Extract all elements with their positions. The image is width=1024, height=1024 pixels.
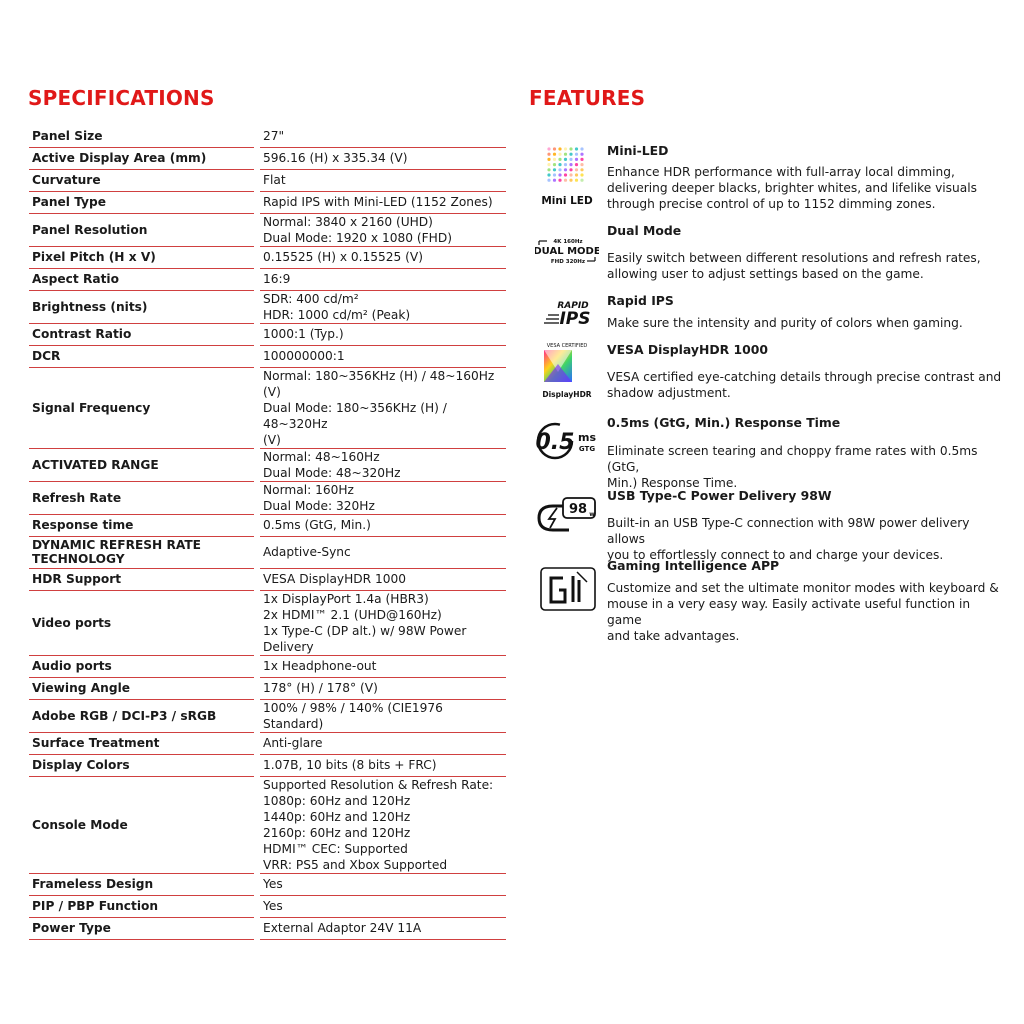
spec-value: Yes bbox=[260, 873, 506, 895]
spec-label: Contrast Ratio bbox=[29, 323, 254, 345]
spec-value: External Adaptor 24V 11A bbox=[260, 917, 506, 939]
spec-label: PIP / PBP Function bbox=[29, 895, 254, 917]
spec-value: Normal: 180~356KHz (H) / 48~160Hz (V) Dual Mode: 180~356KHz (H) / 48~320Hz (V) bbox=[260, 367, 506, 448]
spec-label: Panel Size bbox=[29, 125, 254, 147]
dual-mode-icon bbox=[535, 223, 599, 277]
spec-value: 1000:1 (Typ.) bbox=[260, 323, 506, 345]
spec-row bbox=[29, 323, 506, 345]
spec-label: DCR bbox=[29, 345, 254, 367]
feature-description: VESA certified eye-catching details through precise contrast and shadow adjustment. bbox=[607, 370, 1002, 400]
mini-led-icon-label: Mini LED bbox=[541, 195, 593, 205]
spec-row bbox=[29, 481, 506, 514]
spec-row bbox=[29, 345, 506, 367]
spec-label: DYNAMIC REFRESH RATE TECHNOLOGY bbox=[29, 536, 254, 568]
vesa-displayhdr-icon bbox=[535, 342, 599, 399]
spec-label: Frameless Design bbox=[29, 873, 254, 895]
spec-value: 596.16 (H) x 335.34 (V) bbox=[260, 147, 506, 169]
svg-text:0.5: 0.5 bbox=[535, 430, 575, 455]
spec-label: Pixel Pitch (H x V) bbox=[29, 246, 254, 268]
spec-row bbox=[29, 699, 506, 732]
spec-row bbox=[29, 367, 506, 448]
spec-label: HDR Support bbox=[29, 568, 254, 590]
mini-led-icon bbox=[535, 143, 599, 205]
spec-row bbox=[29, 448, 506, 481]
spec-row bbox=[29, 732, 506, 754]
spec-row bbox=[29, 268, 506, 290]
spec-value: Normal: 160Hz Dual Mode: 320Hz bbox=[260, 481, 506, 514]
spec-row bbox=[29, 590, 506, 655]
spec-label: Panel Type bbox=[29, 191, 254, 213]
spec-label: Display Colors bbox=[29, 754, 254, 776]
feature-title: Dual Mode bbox=[607, 223, 682, 238]
spec-label: Video ports bbox=[29, 590, 254, 655]
feature-title: USB Type-C Power Delivery 98W bbox=[607, 488, 832, 503]
spec-label: Active Display Area (mm) bbox=[29, 147, 254, 169]
spec-value: Adaptive-Sync bbox=[260, 536, 506, 568]
svg-text:DisplayHDR: DisplayHDR bbox=[542, 390, 592, 399]
svg-text:IPS: IPS bbox=[559, 309, 591, 329]
spec-row bbox=[29, 125, 506, 147]
feature-title: Gaming Intelligence APP bbox=[607, 558, 780, 573]
spec-label: Adobe RGB / DCI-P3 / sRGB bbox=[29, 699, 254, 732]
spec-row bbox=[29, 246, 506, 268]
svg-text:DUAL MODE: DUAL MODE bbox=[535, 246, 599, 257]
spec-value: Yes bbox=[260, 895, 506, 917]
feature-description: Make sure the intensity and purity of colors when gaming. bbox=[607, 316, 963, 330]
spec-value: VESA DisplayHDR 1000 bbox=[260, 568, 506, 590]
spec-label: Surface Treatment bbox=[29, 732, 254, 754]
spec-row bbox=[29, 895, 506, 917]
svg-text:w: w bbox=[589, 511, 595, 518]
usb-c-power-icon bbox=[535, 488, 599, 542]
svg-text:FHD 320Hz: FHD 320Hz bbox=[550, 259, 586, 265]
spec-value: 100% / 98% / 140% (CIE1976 Standard) bbox=[260, 699, 506, 732]
feature-description: Customize and set the ultimate monitor modes with keyboard & mouse in a very easy way. Easily activate useful function in game and take advantages. bbox=[607, 581, 999, 643]
spec-row bbox=[29, 677, 506, 699]
feature-description: Enhance HDR performance with full-array local dimming, delivering deeper blacks, brighter whites, and lifelike visuals through precise control of up to 1152 dimming zones. bbox=[607, 165, 977, 211]
spec-value: 0.5ms (GtG, Min.) bbox=[260, 514, 506, 536]
spec-label: Brightness (nits) bbox=[29, 290, 254, 323]
feature-title: Mini-LED bbox=[607, 143, 669, 158]
svg-text:98: 98 bbox=[568, 502, 588, 517]
spec-label: Aspect Ratio bbox=[29, 268, 254, 290]
spec-row bbox=[29, 754, 506, 776]
response-time-icon bbox=[535, 415, 599, 469]
rapid-ips-icon bbox=[535, 293, 599, 347]
spec-row bbox=[29, 514, 506, 536]
spec-label: Viewing Angle bbox=[29, 677, 254, 699]
spec-row bbox=[29, 290, 506, 323]
svg-text:GTG: GTG bbox=[578, 445, 596, 453]
spec-value: 27" bbox=[260, 125, 506, 147]
spec-row bbox=[29, 873, 506, 895]
spec-label: Panel Resolution bbox=[29, 213, 254, 246]
specifications-table bbox=[29, 125, 506, 940]
gaming-intelligence-icon bbox=[535, 558, 599, 612]
feature-title: 0.5ms (GtG, Min.) Response Time bbox=[607, 415, 841, 430]
spec-value: Rapid IPS with Mini-LED (1152 Zones) bbox=[260, 191, 506, 213]
spec-value: Anti-glare bbox=[260, 732, 506, 754]
spec-row bbox=[29, 191, 506, 213]
spec-value: 178° (H) / 178° (V) bbox=[260, 677, 506, 699]
spec-value: 100000000:1 bbox=[260, 345, 506, 367]
spec-value: SDR: 400 cd/m² HDR: 1000 cd/m² (Peak) bbox=[260, 290, 506, 323]
spec-row bbox=[29, 917, 506, 939]
spec-row bbox=[29, 568, 506, 590]
svg-text:RAPID: RAPID bbox=[557, 301, 589, 311]
spec-value: 0.15525 (H) x 0.15525 (V) bbox=[260, 246, 506, 268]
spec-row bbox=[29, 776, 506, 873]
spec-label: Audio ports bbox=[29, 655, 254, 677]
spec-label: Curvature bbox=[29, 169, 254, 191]
spec-value: Normal: 48~160Hz Dual Mode: 48~320Hz bbox=[260, 448, 506, 481]
spec-value: 1x DisplayPort 1.4a (HBR3) 2x HDMI™ 2.1 (UHD@160Hz) 1x Type-C (DP alt.) w/ 98W Power Delivery bbox=[260, 590, 506, 655]
spec-row bbox=[29, 147, 506, 169]
spec-row bbox=[29, 536, 506, 568]
svg-text:4K 160Hz: 4K 160Hz bbox=[553, 239, 583, 245]
specifications-heading: SPECIFICATIONS bbox=[28, 86, 215, 110]
spec-label: Power Type bbox=[29, 917, 254, 939]
spec-row bbox=[29, 655, 506, 677]
feature-title: Rapid IPS bbox=[607, 293, 674, 308]
feature-title: VESA DisplayHDR 1000 bbox=[607, 342, 768, 357]
feature-description: Built-in an USB Type-C connection with 98W power delivery allows you to effortlessly connect to and charge your devices. bbox=[607, 516, 970, 562]
spec-label: ACTIVATED RANGE bbox=[29, 448, 254, 481]
spec-value: 1x Headphone-out bbox=[260, 655, 506, 677]
spec-value: 16:9 bbox=[260, 268, 506, 290]
svg-text:VESA CERTIFIED: VESA CERTIFIED bbox=[546, 343, 588, 349]
feature-description: Easily switch between different resolutions and refresh rates, allowing user to adjust settings based on the game. bbox=[607, 251, 981, 281]
spec-label: Signal Frequency bbox=[29, 367, 254, 448]
spec-label: Response time bbox=[29, 514, 254, 536]
spec-label: Console Mode bbox=[29, 776, 254, 873]
spec-value: Supported Resolution & Refresh Rate: 1080p: 60Hz and 120Hz 1440p: 60Hz and 120Hz 2160p: 60Hz and 120Hz HDMI™ CEC: Supported VRR: PS5 and Xbox Supported bbox=[260, 776, 506, 873]
spec-row bbox=[29, 169, 506, 191]
features-heading: FEATURES bbox=[529, 86, 646, 110]
spec-value: Normal: 3840 x 2160 (UHD) Dual Mode: 1920 x 1080 (FHD) bbox=[260, 213, 506, 246]
spec-row bbox=[29, 213, 506, 246]
spec-value: Flat bbox=[260, 169, 506, 191]
spec-value: 1.07B, 10 bits (8 bits + FRC) bbox=[260, 754, 506, 776]
spec-label: Refresh Rate bbox=[29, 481, 254, 514]
feature-description: Eliminate screen tearing and choppy frame rates with 0.5ms (GtG, Min.) Response Time. bbox=[607, 444, 978, 490]
svg-text:ms: ms bbox=[577, 431, 597, 444]
